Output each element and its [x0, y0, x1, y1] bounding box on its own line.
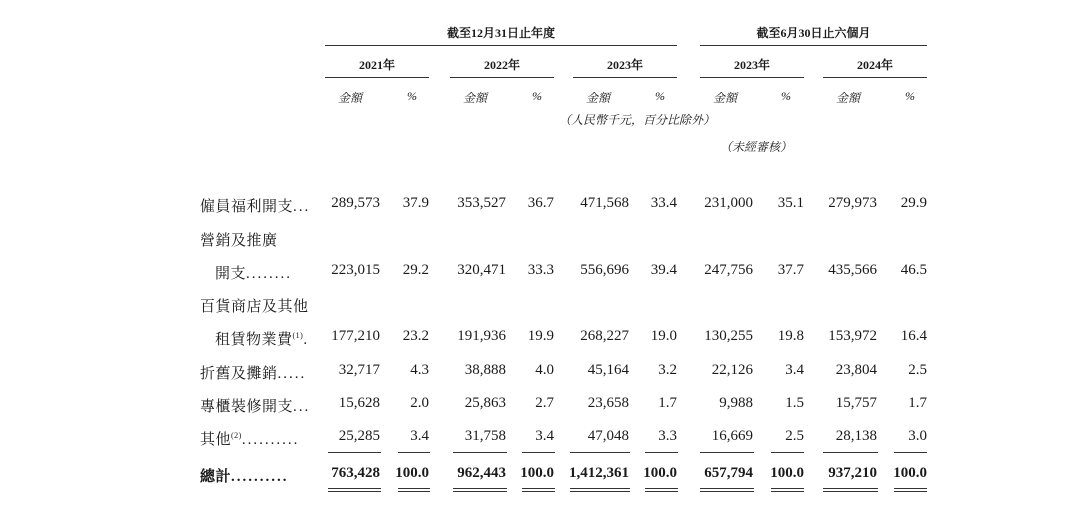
value-cell: 16,669	[711, 428, 753, 444]
value-cell: 191,936	[457, 328, 506, 344]
header-rule-year-end	[325, 45, 677, 46]
value-cell: 25,863	[464, 395, 506, 411]
row-label: 僱員福利開支...	[200, 199, 311, 215]
total-double-rule	[453, 488, 507, 492]
value-cell: 289,573	[331, 195, 380, 211]
total-double-rule	[771, 488, 804, 492]
percent-cell: 1.5	[785, 395, 804, 411]
total-double-rule	[522, 488, 555, 492]
percent-cell: 3.2	[658, 362, 677, 378]
subtotal-rule	[398, 452, 430, 453]
amount-header: 金額	[337, 91, 362, 105]
year-header-2023: 2023年	[606, 58, 643, 72]
percent-cell: 2.7	[535, 395, 554, 411]
value-cell: 268,227	[580, 328, 629, 344]
year-rule-2024-h1	[823, 77, 927, 78]
row-label: 百貨商店及其他	[200, 299, 309, 315]
value-cell: 223,015	[331, 262, 380, 278]
amount-header: 金額	[462, 91, 487, 105]
percent-cell: 37.9	[402, 195, 429, 211]
subtotal-rule	[894, 452, 927, 453]
row-label: 專櫃裝修開支...	[200, 399, 311, 415]
year-rule-2022	[450, 77, 554, 78]
value-cell: 353,527	[457, 195, 506, 211]
percent-header: %	[532, 89, 542, 103]
row-label: 營銷及推廣	[200, 233, 278, 249]
percent-cell: 3.3	[658, 428, 677, 444]
row-label: 折舊及攤銷.....	[200, 366, 307, 382]
percent-header: %	[905, 89, 915, 103]
percent-cell: 39.4	[650, 262, 677, 278]
value-cell: 31,758	[464, 428, 506, 444]
value-cell: 23,658	[587, 395, 629, 411]
subtotal-rule	[700, 452, 754, 453]
year-header-2022: 2022年	[483, 58, 520, 72]
percent-cell: 3.4	[785, 362, 804, 378]
row-label-continued: 開支........	[215, 266, 293, 282]
percent-cell: 19.9	[527, 328, 554, 344]
unaudited-note: （未經審核）	[720, 140, 793, 154]
value-cell: 25,285	[338, 428, 380, 444]
percent-cell: 4.3	[410, 362, 429, 378]
percent-cell: 2.5	[785, 428, 804, 444]
percent-cell: 29.2	[402, 262, 429, 278]
subtotal-rule	[570, 452, 630, 453]
year-rule-2021	[325, 77, 429, 78]
value-cell: 15,757	[835, 395, 877, 411]
value-cell: 471,568	[580, 195, 629, 211]
total-double-rule	[328, 488, 381, 492]
total-percent-cell: 100.0	[770, 465, 804, 481]
percent-cell: 19.8	[777, 328, 804, 344]
total-percent-cell: 100.0	[643, 465, 677, 481]
percent-cell: 35.1	[777, 195, 804, 211]
value-cell: 15,628	[338, 395, 380, 411]
total-percent-cell: 100.0	[395, 465, 429, 481]
total-percent-cell: 100.0	[520, 465, 554, 481]
amount-header: 金額	[712, 91, 737, 105]
percent-cell: 16.4	[900, 328, 927, 344]
total-double-rule	[894, 488, 927, 492]
subtotal-rule	[823, 452, 878, 453]
year-rule-2023	[573, 77, 677, 78]
percent-cell: 19.0	[650, 328, 677, 344]
total-value-cell: 1,412,361	[569, 465, 629, 481]
value-cell: 28,138	[835, 428, 877, 444]
total-value-cell: 937,210	[828, 465, 877, 481]
percent-cell: 3.4	[535, 428, 554, 444]
percent-cell: 36.7	[527, 195, 554, 211]
percent-header: %	[407, 89, 417, 103]
value-cell: 45,164	[587, 362, 629, 378]
value-cell: 435,566	[828, 262, 877, 278]
header-year-end: 截至12月31日止年度	[446, 26, 555, 40]
subtotal-rule	[453, 452, 507, 453]
value-cell: 23,804	[835, 362, 877, 378]
value-cell: 247,756	[704, 262, 753, 278]
amount-header: 金額	[835, 91, 860, 105]
value-cell: 279,973	[828, 195, 877, 211]
total-value-cell: 962,443	[457, 465, 506, 481]
total-value-cell: 763,428	[331, 465, 380, 481]
total-label: 總計..........	[200, 469, 289, 485]
header-rule-six-months	[700, 45, 927, 46]
subtotal-rule	[522, 452, 555, 453]
total-double-rule	[823, 488, 878, 492]
row-label-continued: 租賃物業費$^{(1)}$.	[215, 331, 310, 348]
value-cell: 9,988	[719, 395, 753, 411]
percent-cell: 46.5	[900, 262, 927, 278]
header-six-months: 截至6月30日止六個月	[756, 26, 871, 40]
percent-cell: 3.4	[410, 428, 429, 444]
row-label: 其他$^{(2)}$..........	[200, 431, 300, 448]
percent-cell: 33.3	[527, 262, 554, 278]
unit-note: （人民幣千元，百分比除外）	[559, 113, 716, 127]
percent-cell: 4.0	[535, 362, 554, 378]
value-cell: 38,888	[464, 362, 506, 378]
total-double-rule	[700, 488, 754, 492]
percent-cell: 23.2	[402, 328, 429, 344]
percent-cell: 29.9	[900, 195, 927, 211]
value-cell: 130,255	[704, 328, 753, 344]
subtotal-rule	[645, 452, 678, 453]
value-cell: 153,972	[828, 328, 877, 344]
total-value-cell: 657,794	[704, 465, 753, 481]
percent-cell: 3.0	[908, 428, 927, 444]
year-header-2024-h1: 2024年	[856, 58, 893, 72]
value-cell: 22,126	[711, 362, 753, 378]
percent-cell: 1.7	[908, 395, 927, 411]
value-cell: 32,717	[338, 362, 380, 378]
percent-header: %	[655, 89, 665, 103]
percent-cell: 33.4	[650, 195, 677, 211]
year-rule-2023-h1	[700, 77, 804, 78]
total-double-rule	[570, 488, 630, 492]
percent-cell: 2.0	[410, 395, 429, 411]
percent-cell: 2.5	[908, 362, 927, 378]
percent-cell: 1.7	[658, 395, 677, 411]
percent-cell: 37.7	[777, 262, 804, 278]
year-header-2021: 2021年	[358, 58, 395, 72]
total-percent-cell: 100.0	[893, 465, 927, 481]
year-header-2023-h1: 2023年	[733, 58, 770, 72]
value-cell: 177,210	[331, 328, 380, 344]
subtotal-rule	[771, 452, 804, 453]
value-cell: 231,000	[704, 195, 753, 211]
amount-header: 金額	[585, 91, 610, 105]
total-double-rule	[398, 488, 430, 492]
value-cell: 320,471	[457, 262, 506, 278]
total-double-rule	[645, 488, 678, 492]
value-cell: 47,048	[587, 428, 629, 444]
subtotal-rule	[328, 452, 381, 453]
value-cell: 556,696	[580, 262, 629, 278]
percent-header: %	[781, 89, 791, 103]
